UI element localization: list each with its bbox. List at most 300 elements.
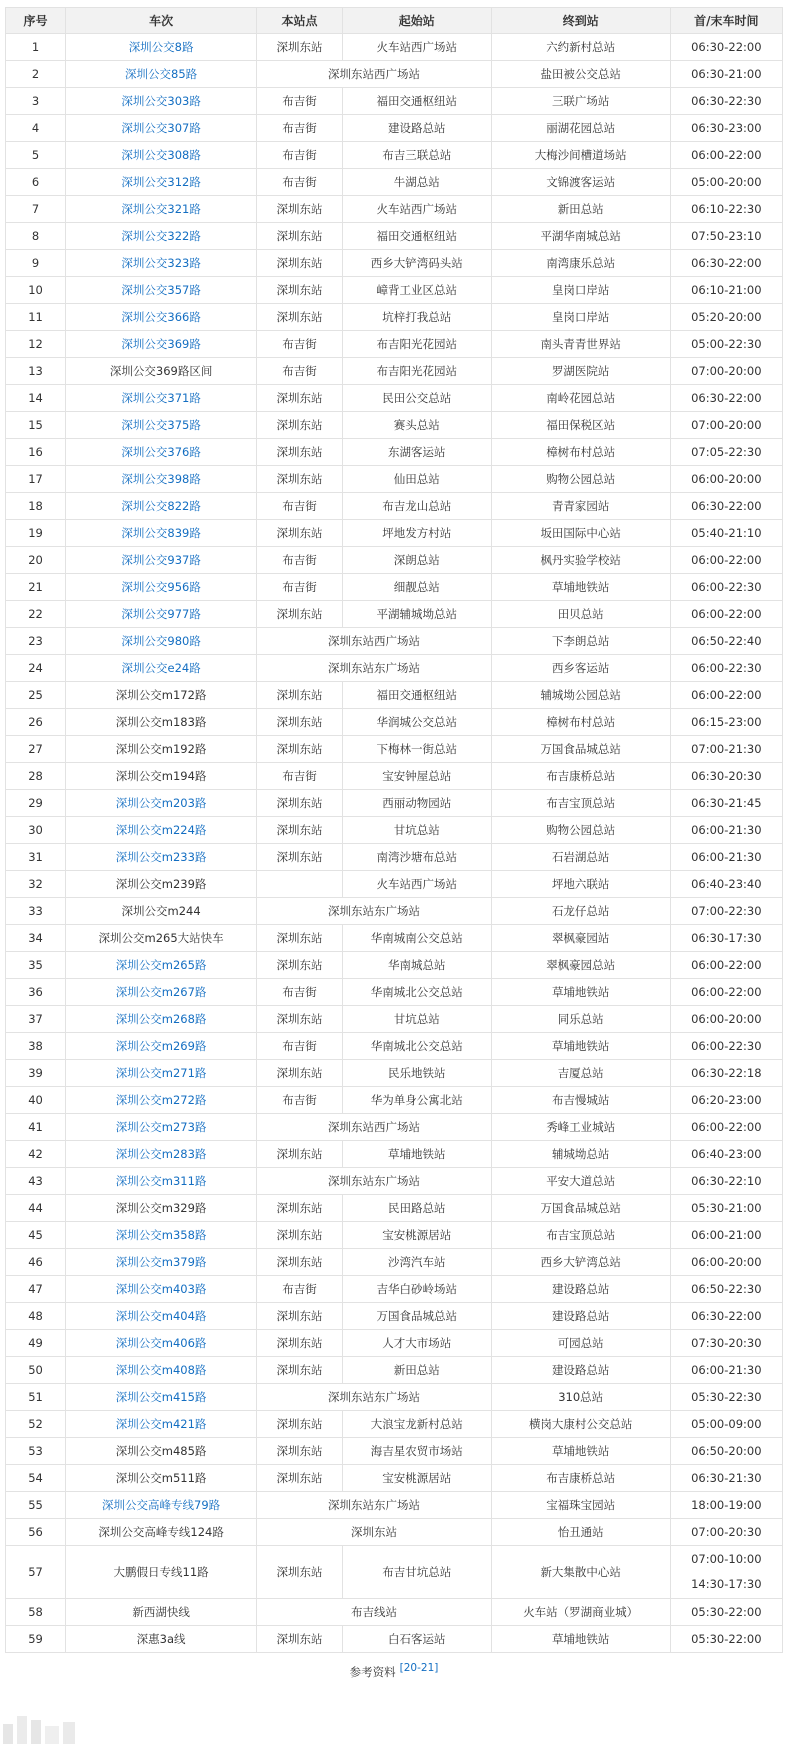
row-index: 51 (6, 1384, 66, 1411)
row-index: 22 (6, 601, 66, 628)
route-link[interactable]: 深圳公交m311路 (115, 1173, 207, 1188)
service-hours-text: 06:00-22:30 (691, 579, 762, 594)
route-link-cell (66, 169, 257, 196)
references-footer (5, 1653, 783, 1683)
terminus-cell: 布吉康桥总站 (491, 763, 670, 790)
origin-cell: 民田公交总站 (342, 385, 491, 412)
route-link[interactable]: 深圳公交322路 (121, 228, 201, 243)
terminus-cell: 下李朗总站 (491, 628, 670, 655)
table-row (6, 196, 783, 223)
route-link-cell (66, 1033, 257, 1060)
route-link[interactable]: 深圳公交m265路 (115, 957, 207, 972)
table-row (6, 142, 783, 169)
route-link[interactable]: 深圳公交m233路 (115, 849, 207, 864)
row-index: 26 (6, 709, 66, 736)
table-row (6, 466, 783, 493)
this-stop-cell: 深圳东站 (257, 790, 343, 817)
origin-cell: 万国食品城总站 (342, 1303, 491, 1330)
table-row (6, 925, 783, 952)
route-link[interactable]: 深圳公交m267路 (115, 984, 207, 999)
terminus-cell: 新田总站 (491, 196, 670, 223)
terminus-cell: 皇岗口岸站 (491, 304, 670, 331)
terminus-cell: 草埔地铁站 (491, 1438, 670, 1465)
row-index: 20 (6, 547, 66, 574)
service-hours-text: 06:40-23:00 (691, 1146, 762, 1161)
route-link[interactable]: 深圳公交366路 (121, 309, 201, 324)
service-hours-text: 07:00-20:00 (691, 363, 762, 378)
this-stop-cell: 布吉街 (257, 574, 343, 601)
origin-cell: 福田交通枢纽站 (342, 88, 491, 115)
service-hours-cell (670, 655, 782, 682)
service-hours-text: 06:30-22:00 (691, 498, 762, 513)
terminus-cell: 新大集散中心站 (491, 1546, 670, 1599)
route-link-cell (66, 412, 257, 439)
origin-cell: 赛头总站 (342, 412, 491, 439)
route-link[interactable]: 深圳公交m408路 (115, 1362, 207, 1377)
service-hours-cell (670, 682, 782, 709)
service-hours-text: 05:00-22:30 (691, 336, 762, 351)
route-name: 深圳公交m511路 (115, 1470, 207, 1485)
this-stop-cell: 深圳东站 (257, 1357, 343, 1384)
terminus-cell: 万国食品城总站 (491, 736, 670, 763)
this-stop-cell: 深圳东站 (257, 520, 343, 547)
route-link[interactable]: 深圳公交323路 (121, 255, 201, 270)
service-hours-text: 07:50-23:10 (691, 228, 762, 243)
service-hours-cell (670, 1626, 782, 1653)
row-index: 2 (6, 61, 66, 88)
table-row (6, 169, 783, 196)
table-row (6, 574, 783, 601)
service-hours-text: 05:30-22:00 (691, 1631, 762, 1646)
row-index: 21 (6, 574, 66, 601)
terminus-cell: 草埔地铁站 (491, 1626, 670, 1653)
service-hours-text: 06:00-20:00 (691, 1254, 762, 1269)
route-link[interactable]: 深圳公交321路 (121, 201, 201, 216)
this-stop-cell: 深圳东站 (257, 1249, 343, 1276)
service-hours-cell (670, 925, 782, 952)
this-stop-cell: 布吉街 (257, 979, 343, 1006)
service-hours-cell (670, 1060, 782, 1087)
row-index: 59 (6, 1626, 66, 1653)
route-link[interactable]: 深圳公交376路 (121, 444, 201, 459)
route-link-cell (66, 304, 257, 331)
row-index: 50 (6, 1357, 66, 1384)
table-row (6, 655, 783, 682)
table-row (6, 1006, 783, 1033)
terminus-cell: 布吉宝顶总站 (491, 1222, 670, 1249)
stop-and-origin-cell: 深圳东站西广场站 (257, 61, 492, 88)
table-row (6, 331, 783, 358)
this-stop-cell: 深圳东站 (257, 466, 343, 493)
origin-cell: 建设路总站 (342, 115, 491, 142)
service-hours-text: 06:40-23:40 (691, 876, 762, 891)
service-hours-cell (670, 1546, 782, 1599)
service-hours-text: 06:00-22:00 (691, 147, 762, 162)
service-hours-text: 06:00-21:30 (691, 1362, 762, 1377)
service-hours-cell (670, 547, 782, 574)
stop-and-origin-cell: 深圳东站东广场站 (257, 898, 492, 925)
table-row (6, 1519, 783, 1546)
route-link-cell (66, 1303, 257, 1330)
route-link-cell (66, 1006, 257, 1033)
terminus-cell: 石岩湖总站 (491, 844, 670, 871)
service-hours-cell (670, 61, 782, 88)
table-row (6, 439, 783, 466)
terminus-cell: 六约新村总站 (491, 34, 670, 61)
origin-cell: 民田路总站 (342, 1195, 491, 1222)
service-hours-text: 07:05-22:30 (691, 444, 762, 459)
row-index: 24 (6, 655, 66, 682)
route-name: 深圳公交m244 (121, 903, 201, 918)
route-link[interactable]: 深圳公交85路 (125, 66, 198, 81)
route-name: 深圳公交m485路 (115, 1443, 207, 1458)
header-this-stop: 本站点 (257, 8, 343, 34)
route-link[interactable]: 深圳公交m404路 (115, 1308, 207, 1323)
route-link[interactable]: 深圳公交高峰专线79路 (102, 1497, 221, 1512)
row-index: 33 (6, 898, 66, 925)
table-row (6, 1195, 783, 1222)
row-index: 8 (6, 223, 66, 250)
terminus-cell: 怡丑通站 (491, 1519, 670, 1546)
terminus-cell: 福田保税区站 (491, 412, 670, 439)
service-hours-text: 06:00-22:00 (691, 606, 762, 621)
service-hours-cell (670, 493, 782, 520)
route-name: 深圳公交m265大站快车 (98, 930, 224, 945)
this-stop-cell: 布吉街 (257, 331, 343, 358)
route-link[interactable]: 深圳公交937路 (121, 552, 201, 567)
row-index: 57 (6, 1546, 66, 1599)
row-index: 14 (6, 385, 66, 412)
origin-cell: 布吉甘坑总站 (342, 1546, 491, 1599)
header-terminus: 终到站 (491, 8, 670, 34)
route-link[interactable]: 深圳公交375路 (121, 417, 201, 432)
origin-cell: 嶂背工业区总站 (342, 277, 491, 304)
table-row (6, 223, 783, 250)
route-name: 大鹏假日专线11路 (113, 1564, 209, 1579)
origin-cell: 坪地发方村站 (342, 520, 491, 547)
route-link[interactable]: 深圳公交m421路 (115, 1416, 207, 1431)
row-index: 17 (6, 466, 66, 493)
table-row (6, 1168, 783, 1195)
row-index: 54 (6, 1465, 66, 1492)
origin-cell: 布吉三联总站 (342, 142, 491, 169)
row-index: 45 (6, 1222, 66, 1249)
origin-cell: 民乐地铁站 (342, 1060, 491, 1087)
table-row (6, 709, 783, 736)
route-link-cell (66, 1249, 257, 1276)
service-hours-cell (670, 223, 782, 250)
row-index: 27 (6, 736, 66, 763)
terminus-cell: 田贝总站 (491, 601, 670, 628)
terminus-cell: 翠枫豪园站 (491, 925, 670, 952)
row-index: 36 (6, 979, 66, 1006)
service-hours-cell (670, 1195, 782, 1222)
table-row (6, 277, 783, 304)
route-link-cell (66, 1276, 257, 1303)
terminus-cell: 秀峰工业城站 (491, 1114, 670, 1141)
service-hours-text: 06:00-22:00 (691, 687, 762, 702)
route-link-cell (66, 385, 257, 412)
route-link[interactable]: 深圳公交m224路 (115, 822, 207, 837)
terminus-cell: 万国食品城总站 (491, 1195, 670, 1222)
route-link[interactable]: 深圳公交307路 (121, 120, 201, 135)
terminus-cell: 310总站 (491, 1384, 670, 1411)
service-hours-cell (670, 196, 782, 223)
row-index: 55 (6, 1492, 66, 1519)
route-name-cell (66, 358, 257, 385)
service-hours-text: 06:10-22:30 (691, 201, 762, 216)
route-name-cell (66, 1546, 257, 1599)
terminus-cell: 南头青青世界站 (491, 331, 670, 358)
table-row (6, 1303, 783, 1330)
terminus-cell: 草埔地铁站 (491, 574, 670, 601)
route-link[interactable]: 深圳公交m271路 (115, 1065, 207, 1080)
this-stop-cell: 布吉街 (257, 1087, 343, 1114)
table-row (6, 1438, 783, 1465)
service-hours-text: 18:00-19:00 (691, 1497, 762, 1512)
service-hours-cell (670, 1599, 782, 1626)
table-row (6, 736, 783, 763)
table-row (6, 358, 783, 385)
terminus-cell: 樟树布村总站 (491, 439, 670, 466)
route-link[interactable]: 深圳公交980路 (121, 633, 201, 648)
service-hours-cell (670, 520, 782, 547)
terminus-cell: 布吉康桥总站 (491, 1465, 670, 1492)
service-hours-text: 06:30-23:00 (691, 120, 762, 135)
route-link-cell (66, 1384, 257, 1411)
route-link[interactable]: 深圳公交398路 (121, 471, 201, 486)
route-link[interactable]: 深圳公交303路 (121, 93, 201, 108)
route-link[interactable]: 深圳公交m358路 (115, 1227, 207, 1242)
route-link[interactable]: 深圳公交e24路 (121, 660, 201, 675)
route-link-cell (66, 547, 257, 574)
service-hours-cell (670, 358, 782, 385)
terminus-cell: 建设路总站 (491, 1276, 670, 1303)
service-hours-cell (670, 898, 782, 925)
this-stop-cell: 深圳东站 (257, 1060, 343, 1087)
route-link[interactable]: 深圳公交977路 (121, 606, 201, 621)
route-link-cell (66, 520, 257, 547)
origin-cell: 华南城总站 (342, 952, 491, 979)
route-link[interactable]: 深圳公交839路 (121, 525, 201, 540)
this-stop-cell: 深圳东站 (257, 1546, 343, 1599)
route-link[interactable]: 深圳公交371路 (121, 390, 201, 405)
route-link-cell (66, 142, 257, 169)
references-citation-link[interactable]: [20-21] (399, 1662, 439, 1674)
service-hours-text: 06:50-20:00 (691, 1443, 762, 1458)
origin-cell: 布吉龙山总站 (342, 493, 491, 520)
row-index: 23 (6, 628, 66, 655)
service-hours-cell (670, 1249, 782, 1276)
route-link[interactable]: 深圳公交m203路 (115, 795, 207, 810)
stop-and-origin-cell: 深圳东站西广场站 (257, 628, 492, 655)
route-link[interactable]: 深圳公交956路 (121, 579, 201, 594)
origin-cell: 甘坑总站 (342, 1006, 491, 1033)
service-hours-cell (670, 790, 782, 817)
route-link-cell (66, 952, 257, 979)
route-name-cell (66, 898, 257, 925)
origin-cell: 沙湾汽车站 (342, 1249, 491, 1276)
origin-cell: 白石客运站 (342, 1626, 491, 1653)
this-stop-cell: 深圳东站 (257, 682, 343, 709)
route-link[interactable]: 深圳公交m273路 (115, 1119, 207, 1134)
terminus-cell: 南湾康乐总站 (491, 250, 670, 277)
route-link[interactable]: 深圳公交m268路 (115, 1011, 207, 1026)
service-hours-text: 06:30-22:00 (691, 39, 762, 54)
table-row (6, 1599, 783, 1626)
origin-cell: 华南城北公交总站 (342, 979, 491, 1006)
route-link-cell (66, 61, 257, 88)
route-link-cell (66, 1222, 257, 1249)
service-hours-text: 06:10-21:00 (691, 282, 762, 297)
route-link[interactable]: 深圳公交m379路 (115, 1254, 207, 1269)
route-link[interactable]: 深圳公交8路 (128, 39, 194, 54)
row-index: 35 (6, 952, 66, 979)
row-index: 34 (6, 925, 66, 952)
table-row (6, 628, 783, 655)
service-hours-cell (670, 1411, 782, 1438)
service-hours-text: 06:30-22:00 (691, 1308, 762, 1323)
service-hours-cell (670, 34, 782, 61)
route-link[interactable]: 深圳公交m415路 (115, 1389, 207, 1404)
stop-and-origin-cell: 深圳东站东广场站 (257, 1492, 492, 1519)
route-link[interactable]: 深圳公交312路 (121, 174, 201, 189)
service-hours-text: 07:00-20:30 (691, 1524, 762, 1539)
this-stop-cell: 深圳东站 (257, 196, 343, 223)
route-name-cell (66, 1626, 257, 1653)
stop-and-origin-cell: 深圳东站东广场站 (257, 1168, 492, 1195)
route-link[interactable]: 深圳公交369路 (121, 336, 201, 351)
table-row (6, 1626, 783, 1653)
terminus-cell: 坂田国际中心站 (491, 520, 670, 547)
service-hours-text: 06:30-20:30 (691, 768, 762, 783)
route-link[interactable]: 深圳公交m403路 (115, 1281, 207, 1296)
terminus-cell: 同乐总站 (491, 1006, 670, 1033)
route-name-cell (66, 1195, 257, 1222)
bus-route-table-container (5, 7, 783, 1683)
origin-cell: 华为单身公寓北站 (342, 1087, 491, 1114)
service-hours-cell (670, 1465, 782, 1492)
this-stop-cell: 深圳东站 (257, 925, 343, 952)
terminus-cell: 布吉宝顶总站 (491, 790, 670, 817)
route-link-cell (66, 277, 257, 304)
route-name: 深圳公交m172路 (115, 687, 207, 702)
route-name-cell (66, 871, 257, 898)
route-link-cell (66, 1060, 257, 1087)
terminus-cell: 皇岗口岸站 (491, 277, 670, 304)
route-link-cell (66, 1492, 257, 1519)
terminus-cell: 购物公园总站 (491, 817, 670, 844)
row-index: 30 (6, 817, 66, 844)
service-hours-text: 06:00-22:00 (691, 984, 762, 999)
route-link[interactable]: 深圳公交m272路 (115, 1092, 207, 1107)
terminus-cell: 平安大道总站 (491, 1168, 670, 1195)
table-row (6, 979, 783, 1006)
origin-cell: 草埔地铁站 (342, 1141, 491, 1168)
origin-cell: 海吉星农贸市场站 (342, 1438, 491, 1465)
service-hours-cell (670, 871, 782, 898)
route-link-cell (66, 1330, 257, 1357)
terminus-cell: 枫丹实验学校站 (491, 547, 670, 574)
table-row (6, 493, 783, 520)
table-row (6, 115, 783, 142)
this-stop-cell: 深圳东站 (257, 1222, 343, 1249)
service-hours-cell (670, 142, 782, 169)
route-link-cell (66, 1411, 257, 1438)
terminus-cell: 南岭花园总站 (491, 385, 670, 412)
service-hours-text: 05:30-22:00 (691, 1604, 762, 1619)
service-hours-cell (670, 601, 782, 628)
row-index: 39 (6, 1060, 66, 1087)
service-hours-text: 05:00-20:00 (691, 174, 762, 189)
service-hours-text: 06:50-22:40 (691, 633, 762, 648)
row-index: 12 (6, 331, 66, 358)
table-row (6, 682, 783, 709)
terminus-cell: 丽湖花园总站 (491, 115, 670, 142)
route-link-cell (66, 493, 257, 520)
this-stop-cell: 布吉街 (257, 493, 343, 520)
table-row (6, 898, 783, 925)
table-row (6, 844, 783, 871)
service-hours-cell (670, 304, 782, 331)
terminus-cell: 坪地六联站 (491, 871, 670, 898)
service-hours-cell (670, 1222, 782, 1249)
this-stop-cell: 深圳东站 (257, 34, 343, 61)
service-hours-text: 14:30-17:30 (691, 1577, 762, 1591)
terminus-cell: 西乡客运站 (491, 655, 670, 682)
origin-cell: 福田交通枢纽站 (342, 682, 491, 709)
table-row (6, 952, 783, 979)
row-index: 38 (6, 1033, 66, 1060)
row-index: 44 (6, 1195, 66, 1222)
terminus-cell: 辅城坳公园总站 (491, 682, 670, 709)
route-link[interactable]: 深圳公交822路 (121, 498, 201, 513)
this-stop-cell (257, 871, 343, 898)
service-hours-cell (670, 115, 782, 142)
origin-cell: 坑梓打我总站 (342, 304, 491, 331)
service-hours-cell (670, 736, 782, 763)
this-stop-cell: 深圳东站 (257, 304, 343, 331)
service-hours-text: 06:30-22:00 (691, 255, 762, 270)
service-hours-text: 06:30-22:00 (691, 390, 762, 405)
service-hours-text: 06:30-22:30 (691, 93, 762, 108)
this-stop-cell: 深圳东站 (257, 1303, 343, 1330)
service-hours-cell (670, 1006, 782, 1033)
terminus-cell: 大梅沙间槽道场站 (491, 142, 670, 169)
stop-and-origin-cell: 深圳东站西广场站 (257, 1114, 492, 1141)
route-name-cell (66, 925, 257, 952)
terminus-cell: 火车站（罗湖商业城） (491, 1599, 670, 1626)
this-stop-cell: 深圳东站 (257, 1438, 343, 1465)
this-stop-cell: 深圳东站 (257, 1195, 343, 1222)
route-name: 深惠3a线 (136, 1631, 186, 1646)
route-link[interactable]: 深圳公交m283路 (115, 1146, 207, 1161)
this-stop-cell: 深圳东站 (257, 385, 343, 412)
row-index: 15 (6, 412, 66, 439)
this-stop-cell: 深圳东站 (257, 601, 343, 628)
route-link-cell (66, 34, 257, 61)
this-stop-cell: 深圳东站 (257, 1006, 343, 1033)
route-name: 深圳公交369路区间 (109, 363, 213, 378)
route-link[interactable]: 深圳公交m269路 (115, 1038, 207, 1053)
route-link-cell (66, 223, 257, 250)
route-link[interactable]: 深圳公交308路 (121, 147, 201, 162)
service-hours-text: 06:00-22:00 (691, 552, 762, 567)
route-link[interactable]: 深圳公交m406路 (115, 1335, 207, 1350)
service-hours-text: 07:00-21:30 (691, 741, 762, 756)
watermark-logo (3, 1700, 83, 1744)
route-link[interactable]: 深圳公交357路 (121, 282, 201, 297)
